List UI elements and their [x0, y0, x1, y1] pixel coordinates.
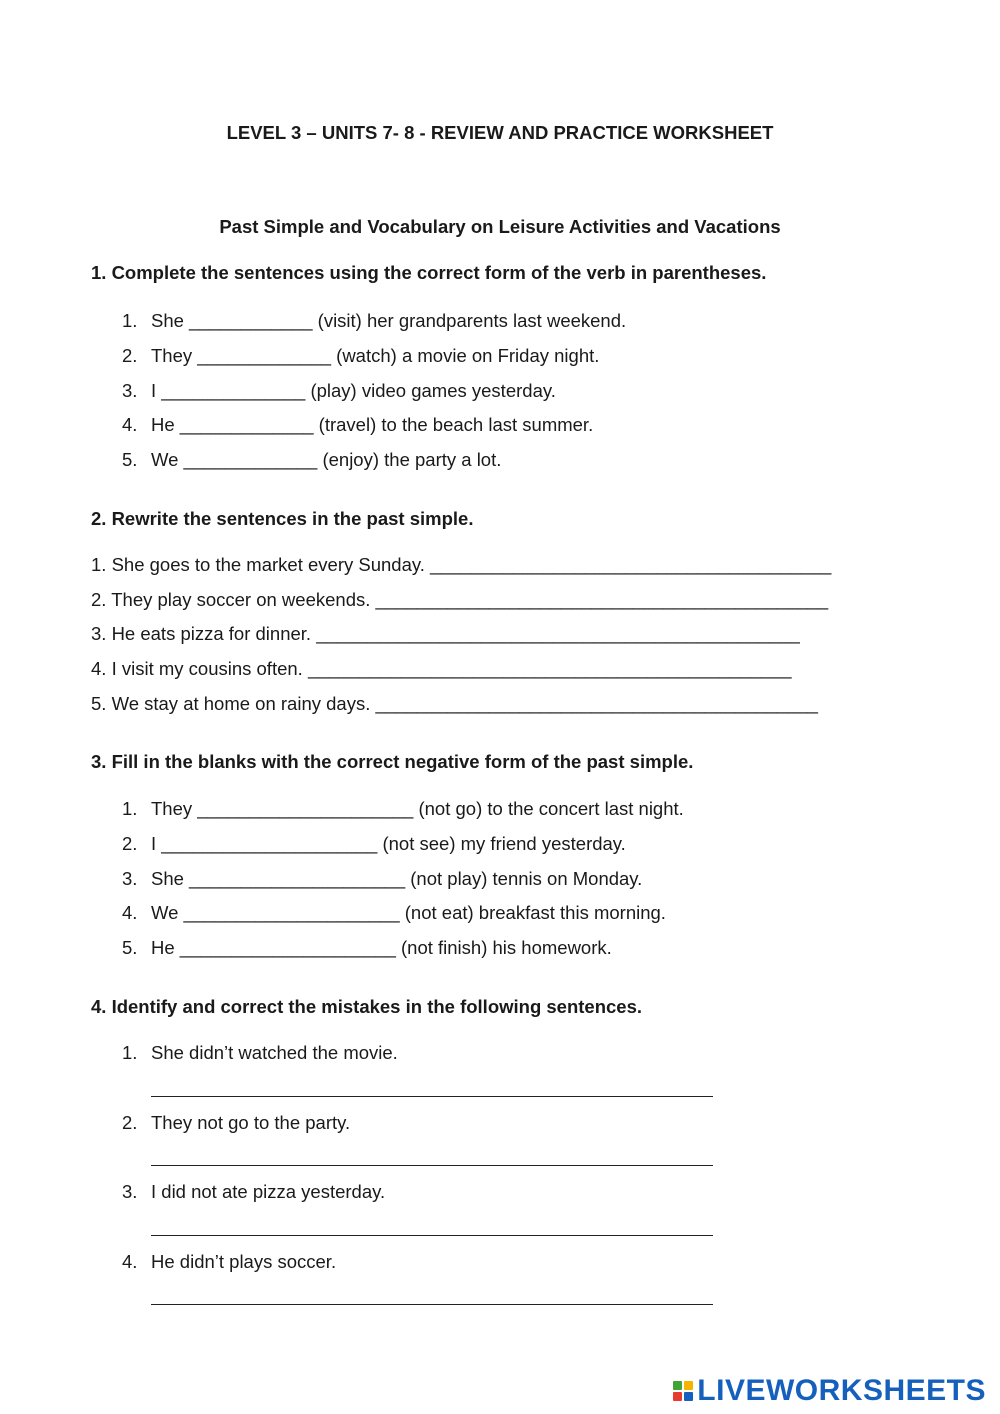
item-number: 3.	[122, 868, 138, 889]
list-item	[122, 833, 626, 855]
list-item	[122, 1042, 398, 1064]
item-number: 3.	[122, 1181, 138, 1202]
item-number: 1.	[122, 310, 138, 331]
list-item	[122, 1251, 336, 1273]
section-4-heading: 4. Identify and correct the mistakes in the following sentences.	[91, 996, 643, 1017]
list-item	[122, 1181, 385, 1203]
item-text: They _____________________ (not go) to the concert last night.	[151, 798, 684, 819]
item-text: I ______________ (play) video games yesterday.	[151, 380, 556, 401]
list-item	[122, 310, 626, 332]
list-item	[122, 1112, 350, 1134]
section-3-heading: 3. Fill in the blanks with the correct negative form of the past simple.	[91, 751, 694, 772]
item-text: He _____________ (travel) to the beach last summer.	[151, 414, 594, 435]
answer-line[interactable]	[151, 1235, 713, 1236]
item-text: We _____________ (enjoy) the party a lot.	[151, 449, 502, 470]
item-text: I _____________________ (not see) my friend yesterday.	[151, 833, 626, 854]
list-item	[122, 449, 501, 471]
item-text: They not go to the party.	[151, 1112, 351, 1133]
list-item: 3. He eats pizza for dinner. _______________________________________________	[91, 623, 800, 644]
item-text: They _____________ (watch) a movie on Friday night.	[151, 345, 600, 366]
item-number: 3.	[122, 380, 138, 401]
liveworksheets-logo[interactable]	[673, 1374, 986, 1408]
item-text: He didn’t plays soccer.	[151, 1251, 337, 1272]
item-number: 5.	[122, 449, 138, 470]
item-number: 5.	[122, 937, 138, 958]
answer-line[interactable]	[151, 1096, 713, 1097]
item-text: I did not ate pizza yesterday.	[151, 1181, 386, 1202]
item-text: He _____________________ (not finish) his homework.	[151, 937, 612, 958]
section-2-heading: 2. Rewrite the sentences in the past simple.	[91, 508, 474, 529]
item-number: 1.	[122, 798, 138, 819]
section-1-heading: 1. Complete the sentences using the correct form of the verb in parentheses.	[91, 262, 767, 283]
item-text: She ____________ (visit) her grandparents last weekend.	[151, 310, 627, 331]
item-text: We _____________________ (not eat) breakfast this morning.	[151, 902, 666, 923]
list-item	[122, 902, 666, 924]
list-item: 5. We stay at home on rainy days. ___________________________________________	[91, 693, 818, 714]
liveworksheets-logo-icon	[673, 1381, 693, 1401]
item-number: 1.	[122, 1042, 138, 1063]
list-item	[122, 380, 556, 402]
page-subtitle: Past Simple and Vocabulary on Leisure Activities and Vacations	[219, 216, 781, 237]
item-number: 4.	[122, 414, 138, 435]
list-item: 1. She goes to the market every Sunday. _______________________________________	[91, 554, 832, 575]
list-item: 2. They play soccer on weekends. ____________________________________________	[91, 589, 829, 610]
item-number: 4.	[122, 1251, 138, 1272]
list-item	[122, 345, 599, 367]
answer-line[interactable]	[151, 1165, 713, 1166]
item-text: She didn’t watched the movie.	[151, 1042, 398, 1063]
list-item: 4. I visit my cousins often. _______________________________________________	[91, 658, 792, 679]
item-number: 4.	[122, 902, 138, 923]
page-title: LEVEL 3 – UNITS 7- 8 - REVIEW AND PRACTICE WORKSHEET	[226, 122, 774, 143]
list-item	[122, 868, 642, 890]
item-text: She _____________________ (not play) tennis on Monday.	[151, 868, 643, 889]
list-item	[122, 937, 612, 959]
item-number: 2.	[122, 833, 138, 854]
item-number: 2.	[122, 345, 138, 366]
answer-line[interactable]	[151, 1304, 713, 1305]
list-item	[122, 414, 593, 436]
list-item	[122, 798, 684, 820]
item-number: 2.	[122, 1112, 138, 1133]
logo-text: LIVEWORKSHEETS	[697, 1374, 986, 1407]
